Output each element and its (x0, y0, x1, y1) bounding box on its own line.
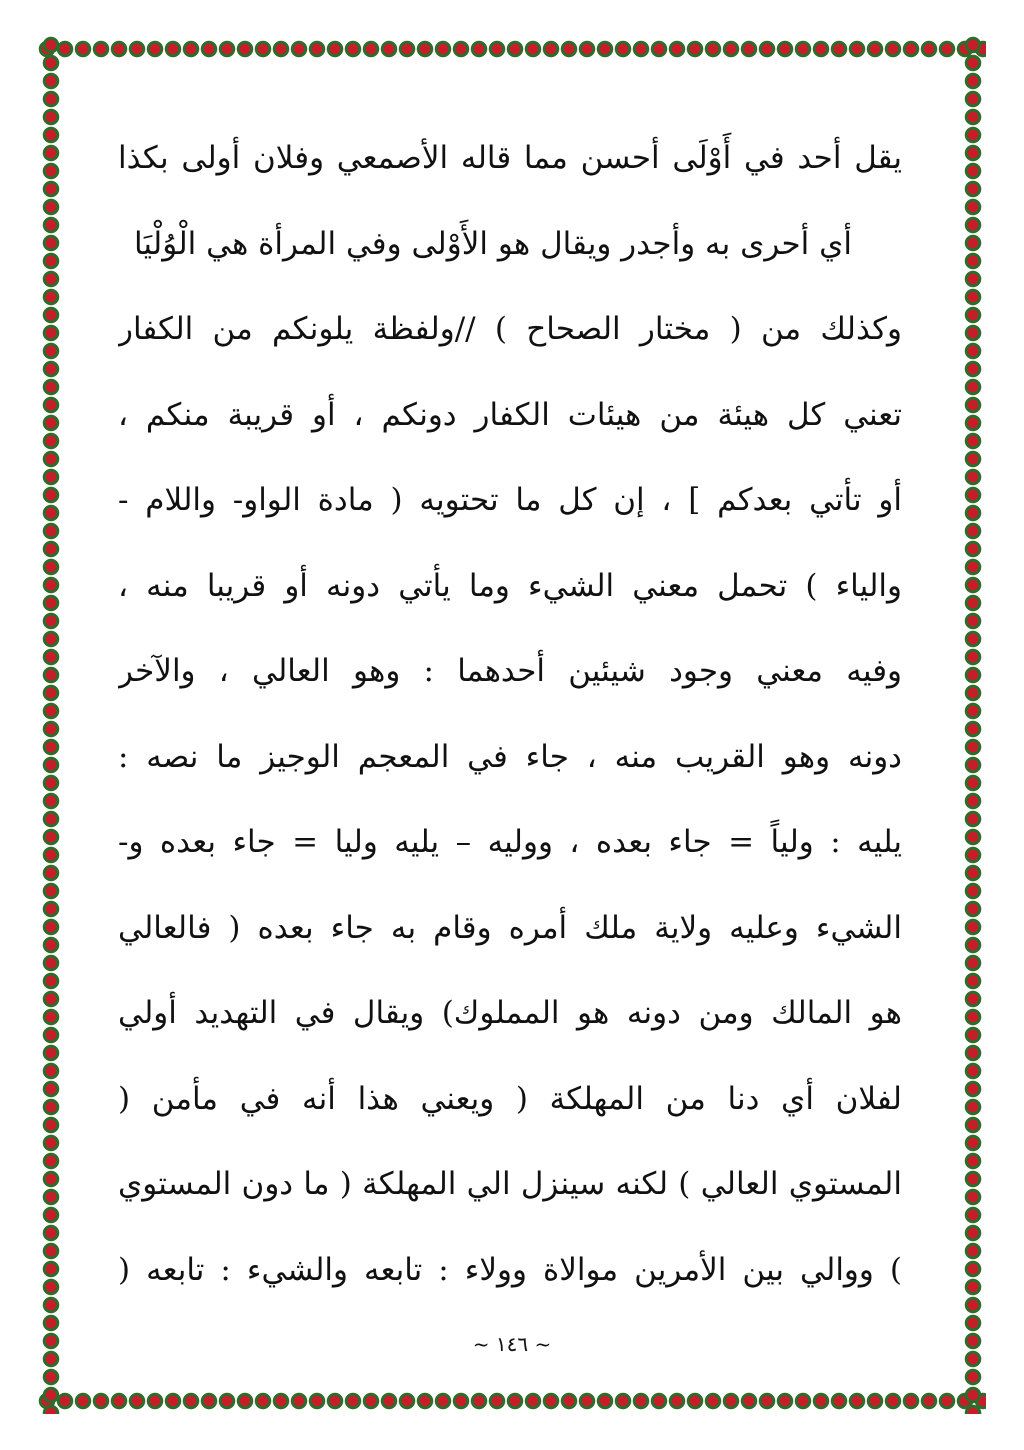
text-line: أو تأتي بعدكم ] ، إن كل ما تحتويه ( مادة الواو- واللام - (118, 482, 902, 518)
decorative-border-left (38, 36, 64, 1414)
text-line: المستوي العالي ) لكنه سينزل الي المهلكة ( ما دون المستوي (118, 1166, 902, 1202)
text-line: الشيء وعليه ولاية ملك أمره وقام به جاء بعده ( فالعالي (118, 909, 902, 946)
text-line: أي أحرى به وأجدر ويقال هو الأَوْلى وفي المرأة هي الْوُلْيَا (133, 225, 852, 262)
text-line: يقل أحد في أَوْلَى أحسن مما قاله الأصمعي وفلان أولى بكذا (118, 140, 902, 176)
text-line: تعني كل هيئة من هيئات الكفار دونكم ، أو قريبة منكم ، (118, 396, 902, 433)
text-line: وكذلك من ( مختار الصحاح ) //ولفظة يلونكم من الكفار (118, 311, 902, 347)
text-line: هو المالك ومن دونه هو المملوك) ويقال في التهديد أولي (118, 995, 902, 1031)
text-line: ) ووالي بين الأمرين موالاة وولاء : تابعه والشيء : تابعه ( (118, 1251, 902, 1288)
text-line: دونه وهو القريب منه ، جاء في المعجم الوجيز ما نصه : (118, 738, 902, 775)
text-line: والياء ) تحمل معني الشيء وما يأتي دونه أو قريبا منه ، (118, 567, 902, 604)
decorative-border-right (960, 36, 986, 1414)
decorative-border-top (38, 36, 986, 62)
page-text-block (118, 122, 902, 1319)
page-number: ~ ١٤٦ ~ (472, 1332, 552, 1356)
text-line: يليه : ولياً = جاء بعده ، ووليه – يليه وليا = جاء بعده و- (118, 824, 902, 860)
text-line: وفيه معني وجود شيئين أحدهما : وهو العالي ، والآخر (118, 653, 902, 689)
decorative-border-bottom (38, 1388, 986, 1414)
text-line: لفلان أي دنا من المهلكة ( ويعني هذا أنه في مأمن ( (118, 1080, 902, 1117)
